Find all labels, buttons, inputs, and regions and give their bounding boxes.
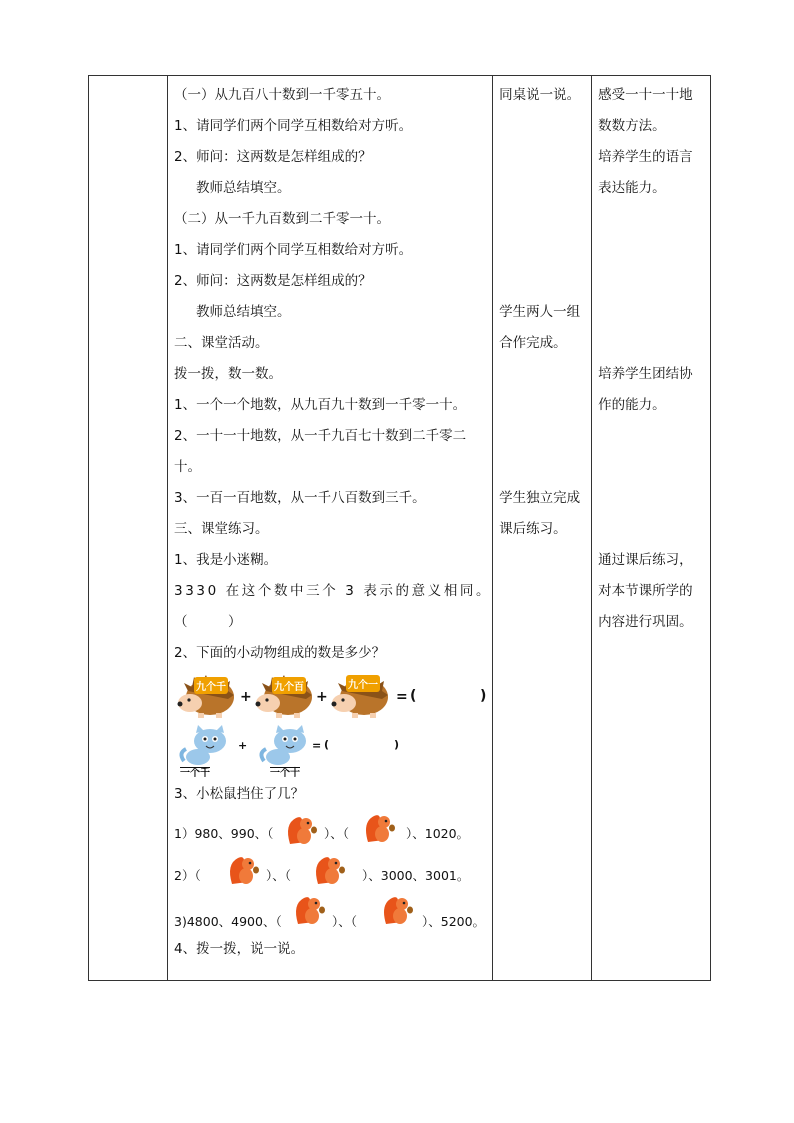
text-line: 2、一十一十地数，从一千九百七十数到二千零二 xyxy=(174,428,467,444)
design-intent-column xyxy=(592,76,711,981)
squirrel-question-2 xyxy=(174,852,492,894)
text-line: 三、课堂练习。 xyxy=(174,521,269,537)
intent-text: 通过课后练习， xyxy=(598,552,693,568)
squirrel-icon xyxy=(312,854,346,886)
squirrel-question-1 xyxy=(174,810,492,852)
sequence-text: ）、（ xyxy=(332,914,358,929)
cat-label: 一个千 xyxy=(180,768,210,779)
text-line: 2、师问：这两数是怎样组成的？ xyxy=(174,273,372,289)
intent-text: 培养学生团结协 xyxy=(598,366,693,382)
squirrel-icon xyxy=(226,854,260,886)
plus-sign: + xyxy=(316,689,328,705)
text-line: 1、请同学们两个同学互相数给对方听。 xyxy=(174,242,413,258)
intent-text: 作的能力。 xyxy=(598,397,666,413)
plus-sign: + xyxy=(240,689,252,705)
intent-text: 内容进行巩固。 xyxy=(598,614,693,630)
activity-text: 课后练习。 xyxy=(499,521,567,537)
text-line: 3、小松鼠挡住了几？ xyxy=(174,786,305,802)
text-line: 拨一拨，数一数。 xyxy=(174,366,282,382)
equals-sign: = xyxy=(396,689,408,705)
sequence-text: ）、1020。 xyxy=(406,826,470,841)
text-line: 教师总结填空。 xyxy=(196,180,291,196)
intent-text: 培养学生的语言 xyxy=(598,149,693,165)
answer-paren-close: ) xyxy=(480,688,487,704)
teaching-process-column xyxy=(168,76,493,981)
answer-paren-close: ) xyxy=(394,738,400,751)
hedgehog-equation xyxy=(174,669,492,725)
sequence-text: ）、5200。 xyxy=(422,914,486,929)
activity-text: 同桌说一说。 xyxy=(499,87,581,103)
text-line: 3、一百一百地数，从一千八百数到三千。 xyxy=(174,490,426,506)
sequence-text: 3)4800、4900、（ xyxy=(174,914,282,929)
cat-icon xyxy=(256,725,310,767)
text-line: 2、下面的小动物组成的数是多少？ xyxy=(174,645,386,661)
text-line: 4、拨一拨，说一说。 xyxy=(174,941,305,957)
squirrel-icon xyxy=(362,812,396,844)
text-line: 十。 xyxy=(174,459,201,475)
text-line: 1、请同学们两个同学互相数给对方听。 xyxy=(174,118,413,134)
text-line: （ ） xyxy=(174,614,242,630)
squirrel-icon xyxy=(292,894,326,926)
cat-equation xyxy=(174,725,492,779)
sequence-text: ）、3000、3001。 xyxy=(362,868,470,883)
answer-paren-open: ( xyxy=(410,688,417,704)
hedgehog-label: 九个一 xyxy=(346,675,380,692)
sequence-text: 1）980、990、（ xyxy=(174,826,274,841)
hedgehog-label: 九个百 xyxy=(272,677,306,694)
lesson-table xyxy=(88,75,711,981)
text-line: 1、一个一个地数，从九百九十数到一千零一十。 xyxy=(174,397,467,413)
equals-sign: = xyxy=(312,739,322,752)
intent-text: 感受一十一十地 xyxy=(598,87,693,103)
intent-text: 对本节课所学的 xyxy=(598,583,693,599)
activity-text: 学生独立完成 xyxy=(499,490,581,506)
text-line: 3330 在这个数中三个 3 表示的意义相同。 xyxy=(174,583,493,599)
plus-sign: + xyxy=(238,739,248,752)
activity-text: 合作完成。 xyxy=(499,335,567,351)
activity-text: 学生两人一组 xyxy=(499,304,581,320)
intent-text: 表达能力。 xyxy=(598,180,666,196)
text-line: 1、我是小迷糊。 xyxy=(174,552,278,568)
text-line: （一）从九百八十数到一千零五十。 xyxy=(174,87,390,103)
intent-text: 数数方法。 xyxy=(598,118,666,134)
sequence-text: ）、（ xyxy=(324,826,350,841)
squirrel-icon xyxy=(380,894,414,926)
answer-paren-open: ( xyxy=(324,738,330,751)
sequence-text: ）、（ xyxy=(266,868,292,883)
squirrel-question-3 xyxy=(174,894,492,936)
squirrel-icon xyxy=(284,814,318,846)
text-line: 教师总结填空。 xyxy=(196,304,291,320)
sequence-text: 2）（ xyxy=(174,868,201,883)
text-line: 2、师问：这两数是怎样组成的？ xyxy=(174,149,372,165)
student-activity-column xyxy=(493,76,592,981)
cat-label: 一个十 xyxy=(270,768,300,779)
hedgehog-label: 九个千 xyxy=(194,677,228,694)
cat-icon xyxy=(176,725,230,767)
text-line: （二）从一千九百数到二千零一十。 xyxy=(174,211,390,227)
blank-column xyxy=(89,76,168,981)
text-line: 二、课堂活动。 xyxy=(174,335,269,351)
